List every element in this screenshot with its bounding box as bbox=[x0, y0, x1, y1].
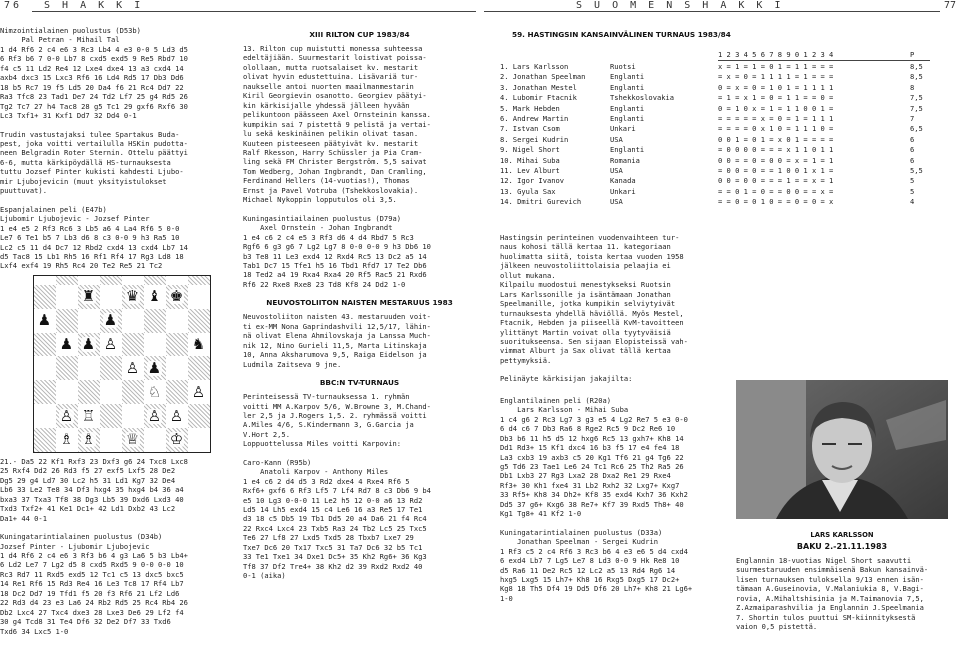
square-d1 bbox=[100, 428, 122, 452]
chess-piece: ♟ bbox=[37, 311, 52, 330]
square-e1 bbox=[122, 428, 144, 452]
square-a4 bbox=[34, 356, 56, 380]
chess-piece: ♟ bbox=[103, 311, 118, 330]
chess-piece: ♙ bbox=[191, 382, 206, 401]
square-f2 bbox=[144, 404, 166, 428]
result-grid: x = 1 = 1 = 0 1 = 1 1 = = = = x = 0 = 1 1 1 1 = 1 = = = 0 = x = 0 = 1 0 1 = 1 1 1 1 = 1 = x 1 = 0 = 1 1 = = 0 = 0 = 1 0 x = 1 = 1 1 0 0 1 = = = = = = x = 0 = 1 = 1 1 1 = = = = 0 x 1 0 = 1 1 1 0 = 0 0 1 = 0 1 = x 0 1 = = = = = 0 0 0 0 = = = x 1 1 0 1 1 0 0 = = 0 = 0 0 = x = 1 = 1 = 0 0 = 0 = = 1 0 0 1 x 1 = 0 0 = 0 0 = = = 1 = = x = 1 = = 0 1 = 0 = = 0 0 = = x = = = 0 = 0 1 0 = = 0 = 0 = x bbox=[718, 62, 834, 207]
square-h4 bbox=[188, 356, 210, 380]
chess-piece: ♗ bbox=[59, 430, 74, 449]
square-c2 bbox=[78, 404, 100, 428]
square-h3 bbox=[188, 380, 210, 404]
square-e7 bbox=[122, 285, 144, 309]
game-ornstein-ingbrandt: Kuningasintiailainen puolustus (D79a) Axel Ornstein - Johan Ingbrandt 1 e4 c6 2 c4 e5 3 Rf3 d6 4 d4 Rbd7 5 Rc3 Rgf6 6 g3 g6 7 Lg2 Lg7 8 0-0 0-0 9 h3 Db6 10 b3 Te8 11 Le3 exd4 12 Rxd4 Rc5 13 Dc2 a5 14 Tab1 Dc7 15 Tfe1 h5 16 Tbd1 Rfd7 17 Te2 Db6 18 Ted2 a4 19 Rxa4 Rxa4 20 Rf5 Rac5 21 Rxd6 Rf6 22 Rxe8 Rxe8 23 Td8 Kf8 24 Dd2 1-0 bbox=[243, 213, 431, 289]
chess-piece: ♖ bbox=[81, 406, 96, 425]
square-c5 bbox=[78, 333, 100, 357]
portrait-illustration bbox=[736, 380, 948, 519]
square-h8 bbox=[188, 276, 210, 285]
square-c7 bbox=[78, 285, 100, 309]
chess-piece: ♜ bbox=[81, 287, 96, 306]
left-page-header bbox=[4, 0, 476, 16]
game-speelman-kudrin: Kuningatarintialainen puolustus (D33a) Jonathan Speelman - Sergei Kudrin 1 Rf3 c5 2 c4 Rf6 3 Rc3 b6 4 e3 e6 5 d4 cxd4 6 exd4 Lb7 7 Lg5 Le7 8 Ld3 0-0 9 Hk Re8 10 d5 Ra6 11 De2 Rc5 12 Lc2 a5 13 Rd4 Rg6 14 hxg5 Lxg5 15 Lh7+ Kh8 16 Rxg5 Dxg5 17 Dc2+ Kg8 18 Th5 Df4 19 Dd5 Df6 20 Lh7+ Kh8 21 Lg6+ 1-0 bbox=[500, 527, 693, 603]
chess-piece: ♕ bbox=[125, 430, 140, 449]
photo-caption-block bbox=[736, 530, 948, 552]
right-header-rule bbox=[484, 11, 940, 12]
square-b1 bbox=[56, 428, 78, 452]
left-page-number: 76 bbox=[4, 0, 23, 11]
bbc-title: BBC:N TV-TURNAUS bbox=[319, 378, 400, 388]
player-countries: Ruotsi Englanti Englanti Tshekkoslovakia Englanti Englanti Unkari USA Englanti Romania USA Kanada Unkari USA bbox=[610, 62, 675, 207]
square-f4 bbox=[144, 356, 166, 380]
chess-piece: ♙ bbox=[125, 358, 140, 377]
column-3-text bbox=[500, 233, 730, 650]
square-b7 bbox=[56, 285, 78, 309]
square-c3 bbox=[78, 380, 100, 404]
square-d5 bbox=[100, 333, 122, 357]
chess-piece: ♙ bbox=[59, 406, 74, 425]
square-c8 bbox=[78, 276, 100, 285]
square-g4 bbox=[166, 356, 188, 380]
sample-intro: Pelinäyte kärkisijan jakajilta: bbox=[500, 374, 633, 384]
soviet-women-title: NEUVOSTOLIITON NAISTEN MESTARUUS 1983 bbox=[266, 298, 453, 308]
player-points: 8,5 8,5 8 7,5 7,5 7 6,5 6 6 6 5,5 5 5 4 bbox=[910, 62, 923, 207]
square-a3 bbox=[34, 380, 56, 404]
soviet-women-report: Neuvostoliiton naisten 43. mestaruuden voit- ti ex-MM Nona Gaprindashvili 12,5/17, lähin- nä olivat Elena Ahmilovskaja ja Lanssa Much- nik 12, Nino Gurieli 11,5, Marta Litinskaja 10, Anna Aksharumova 9,5, Raiga Eidelson ja Ludmila Zaitseva 9 jne. bbox=[243, 312, 431, 369]
square-c4 bbox=[78, 356, 100, 380]
square-d3 bbox=[100, 380, 122, 404]
square-f7 bbox=[144, 285, 166, 309]
square-g1 bbox=[166, 428, 188, 452]
player-names: 1. Lars Karlsson 2. Jonathan Speelman 3. Jonathan Mestel 4. Lubomir Ftacnik 5. Mark Hebden 6. Andrew Martin 7. Istvan Csom 8. Sergei Kudrin 9. Nigel Short 10. Mihai Suba 11. Lev Alburt 12. Igor Ivanov 13. Gyula Sax 14. Dmitri Gurevich bbox=[500, 62, 586, 207]
rilton-report: 13. Rilton cup muistutti monessa suhteessa edeltäjiään. Suurmestarit loistivat poissa- olollaan, mutta ruotsalaiset kv. mestarit olivat hyvin edustettuina. Lisävariä tur- naukselle antoi nuorten maailmanmestarin Kiril Georgievin osanotto. Georgiev päätyi- kin kärkisijalle yhdessä jälleen hyvään pelikuntoon päässeen Axel Ornsteinin kanssa. kumpikin sai 7 pistettä 9 pelistä ja vertai- lu sekä keskinäinen pelikin olivat tasan. Kuuteen pisteeseen päätyivät kv. mestarit Ralf Rkesson, Harry Schüssler ja Pia Cram- ling sekä FM Christer Bergström. 5,5 saivat Tom Wedberg, Johan Ingbrandt, Dan Cramling, Ferdinand Hellers (14-vuotias!), Thomas Ernst ja Pavel Votruba (Tshekkoslovakia). Michael Nykoppin lopputulos oli 3,5. bbox=[243, 44, 431, 205]
right-page-number: 77 bbox=[943, 0, 956, 11]
square-f6 bbox=[144, 309, 166, 333]
square-e6 bbox=[122, 309, 144, 333]
square-a2 bbox=[34, 404, 56, 428]
square-g2 bbox=[166, 404, 188, 428]
chess-piece: ♚ bbox=[169, 287, 184, 306]
square-b6 bbox=[56, 309, 78, 333]
chess-piece: ♙ bbox=[169, 406, 184, 425]
hastings-crosstable bbox=[500, 50, 960, 222]
bbc-report: Perinteisessä TV-turnauksessa 1. ryhmän voitti MM A.Karpov 5/6, W.Browne 3, M.Chand- ler 2,5 ja J.Rogers 1,5. 2. ryhmässä voitti A.Miles 4/6, S.Kindermann 3, G.Garcia ja V.Hort 2,5. Loppuottelussa Miles voitti Karpovin: bbox=[243, 392, 431, 449]
square-b3 bbox=[56, 380, 78, 404]
hastings-title: 59. HASTINGSIN KANSAINVÄLINEN TURNAUS 1983/84 bbox=[512, 30, 731, 39]
square-a8 bbox=[34, 276, 56, 285]
square-d6 bbox=[100, 309, 122, 333]
game-karlsson-suba: Englantilainen peli (R20a) Lars Karlsson - Mihai Suba 1 c4 g6 2 Rc3 Lg7 3 g3 e5 4 Lg2 Re7 5 e3 0-0 6 d4 c6 7 Db3 Ra6 8 Rge2 Rc5 9 Dc2 Re6 10 Db3 b6 11 h5 d5 12 hxg6 Rc5 13 gxh7+ Kh8 14 Dd1 Rd3+ 15 Kf1 dxc4 16 b3 f5 17 e4 fe4 18 La3 cxb3 19 axb3 c5 20 Kg1 Tf6 21 g4 Tg6 22 g5 Td6 23 Tae1 Le6 24 Tc1 Rc6 25 Th2 Ra5 26 Db1 Lxb3 27 Rg3 Lxa2 28 Dxa2 Re1 29 Rxe4 Rf3+ 30 Kh1 fxe4 31 Lb2 Rxh2 32 Lxg7+ Kxg7 33 Rf5+ Kh8 34 Dh2+ Kf8 35 exd4 Kxh7 36 Kxh2 Dd5 37 g6+ Kxg6 38 Re7+ Kf7 39 Rxd5 Th8+ 40 Kg1 Tg8+ 41 Kf2 1-0 bbox=[500, 395, 688, 519]
square-h7 bbox=[188, 285, 210, 309]
chess-piece: ♟ bbox=[147, 358, 162, 377]
square-e3 bbox=[122, 380, 144, 404]
left-page-title: S H A K K I bbox=[44, 0, 144, 11]
game-ljubojevic-pinter-continuation: 21.- Da5 22 Kf1 Rxf3 23 Dxf3 g6 24 Txc8 Lxc8 25 Rxf4 Dd2 26 Rd3 f5 27 exf5 Lxf5 28 De2 Dg5 29 g4 Ld7 30 Lc2 h5 31 Ld1 Kg7 32 De4 Lb6 33 Le2 Te8 34 Df3 hxg4 35 hxg4 b4 36 a4 bxa3 37 Txa3 Tf8 38 Dg3 Lb5 39 Dxd6 Lxd3 40 Txd3 Txf2+ 41 Ke1 Dc1+ 42 Ld1 Dxb2 43 Lc2 Da1+ 44 0-1 bbox=[0, 456, 188, 523]
square-d7 bbox=[100, 285, 122, 309]
baku-report: Englannin 18-vuotias Nigel Short saavutti suurmestaruuden ensimmäisenä Bakun kansainvä- lisen turnauksen tuloksella 9/13 ennen isän- tämaan A.Guseinovia, V.Malaniukia 8, V.Bagi- rovia, A.Mihaltshisinia ja M.Taimanovia 7,5, Z.Azmaiparashvilia ja Englannin J.Speelmania 7. Shortin tulos puuttui SM-kiinnityksestä vaion 0,5 pistettä. bbox=[736, 556, 929, 632]
crosstable-header-rule bbox=[718, 60, 930, 61]
square-b4 bbox=[56, 356, 78, 380]
square-b8 bbox=[56, 276, 78, 285]
square-d2 bbox=[100, 404, 122, 428]
square-c1 bbox=[78, 428, 100, 452]
chess-diagram bbox=[33, 275, 211, 453]
chess-piece: ♟ bbox=[81, 334, 96, 353]
square-a5 bbox=[34, 333, 56, 357]
square-g3 bbox=[166, 380, 188, 404]
square-e8 bbox=[122, 276, 144, 285]
square-h1 bbox=[188, 428, 210, 452]
square-e4 bbox=[122, 356, 144, 380]
square-e2 bbox=[122, 404, 144, 428]
chess-piece: ♙ bbox=[103, 334, 118, 353]
column-2 bbox=[243, 16, 476, 650]
chess-piece: ♛ bbox=[125, 287, 140, 306]
column-1 bbox=[0, 16, 243, 650]
square-b2 bbox=[56, 404, 78, 428]
square-a7 bbox=[34, 285, 56, 309]
hastings-report: Hastingsin perinteinen vuodenvaihteen tur- naus kohosi tällä kertaa 11. kategoriaan huolimatta siitä, toista kertaa vuoden 1958 jälkeen neuvostoliittolaisia pelaajia ei ollut mukana. Kilpailu muodostui menestykseksi Ruotsin Lars Karlssonille ja isäntämaan Jonathan Speelmanille, jotka kumpikin selviytyivät turnauksesta yhdellä häviöllä. Myös Mestel, Ftacnik, Hebden ja piiseellä KvM-tavoitteen ylittänyt Martin voivat olla tyytyväisiä suoritukseensa. Sen sijaan Elopisteissä vah- vimmat Alburt ja Sax olivat tällä kertaa pettymyksiä. bbox=[500, 233, 688, 365]
square-f5 bbox=[144, 333, 166, 357]
square-d4 bbox=[100, 356, 122, 380]
rilton-cup-title: XIII RILTON CUP 1983/84 bbox=[309, 30, 410, 39]
game-ljubojevic-pinter: Espanjalainen peli (E47b) Ljubomir Ljubojevic - Jozsef Pinter 1 e4 e5 2 Rf3 Rc6 3 Lb5 a6 4 La4 Rf6 5 0-0 Le7 6 Te1 b5 7 Lb3 d6 8 c3 0-0 9 h3 Ra5 10 Lc2 c5 11 d4 Dc7 12 Rbd2 cxd4 13 cxd4 Lb7 14 d5 Tac8 15 Lb1 Rh5 16 Rf1 Rf4 17 Rg3 Ld8 18 Lxf4 exf4 19 Rh5 Rc4 20 Te2 Re5 21 Tc2 bbox=[0, 204, 188, 271]
square-h5 bbox=[188, 333, 210, 357]
square-e5 bbox=[122, 333, 144, 357]
right-page-header bbox=[484, 0, 956, 16]
square-g5 bbox=[166, 333, 188, 357]
crosstable-header: 1 2 3 4 5 6 7 8 9 0 1 2 3 4 bbox=[718, 50, 834, 59]
square-b5 bbox=[56, 333, 78, 357]
game-petran-tal: Nimzointialainen puolustus (D53b) Pal Petran - Mihail Tal 1 d4 Rf6 2 c4 e6 3 Rc3 Lb4 4 e3 0-0 5 Ld3 d5 6 Rf3 b6 7 0-0 Lb7 8 cxd5 exd5 9 Re5 Rbd7 10 f4 c5 11 Ld2 Re4 12 Lxe4 dxe4 13 a3 cxd4 14 axb4 dxc3 15 Lxc3 Rf6 16 Ld4 Rd5 17 Db3 Dd6 18 b5 Rc7 19 f5 Ld5 20 Da4 f6 21 Rc4 Dd7 22 Ra3 Tfc8 23 Tad1 De7 24 Td2 Lf7 25 g4 Rd5 26 Tg2 Tc7 27 h4 Tac8 28 g5 Tc1 29 gxf6 Rxf6 30 Lc3 Txf1+ 31 Kxf1 Dd7 32 Dd4 0-1 bbox=[0, 26, 188, 121]
right-page-title: S U O M E N S H A K K I bbox=[576, 0, 784, 11]
game-pinter-ljubojevic: Kuningatarintialainen puolustus (D34b) Jozsef Pinter - Ljubomir Ljubojevic 1 d4 Rf6 2 c4 e6 3 Rf3 b6 4 g3 La6 5 b3 Lb4+ 6 Ld2 Le7 7 Lg2 d5 8 cxd5 Rxd5 9 0-0 0-0 10 Rc3 Rd7 11 Rxd5 exd5 12 Tc1 c5 13 dxc5 bxc5 14 Re1 Rf6 15 Rd3 Re4 16 Le3 Tc8 17 Rf4 Lb7 18 Dc2 Dd7 19 Tfd1 f5 20 f3 Rf6 21 Lf2 Ld6 22 Rd3 d4 23 e3 La6 24 Rb2 Rd5 25 Rc4 Rb4 26 Db2 Lxc4 27 Txc4 dxe3 28 Lxe3 De6 29 Lf2 f4 30 g4 Tcd8 31 Te4 Df6 32 De2 Df7 33 Txd6 Txd6 34 Lxc5 1-0 bbox=[0, 532, 188, 636]
chess-piece: ♔ bbox=[169, 430, 184, 449]
karlsson-photo bbox=[736, 380, 948, 519]
baku-title: BAKU 2.-21.11.1983 bbox=[796, 542, 888, 551]
chess-piece: ♘ bbox=[147, 382, 162, 401]
square-h2 bbox=[188, 404, 210, 428]
spartakus-report: Trudin vastustajaksi tulee Spartakus Buda- pest, joka voitti vertailulla HSKin pudotta- neen Belgradin Roter Sternin. Ottelu päättyi 6-6, mutta kärkipöydällä HS-turnauksesta tuttu Jozsef Pinter kukisti kahdesti Ljubo- mir Ljubojevicin (muut yksityistulokset puuttuvat). bbox=[0, 129, 188, 196]
chess-piece: ♞ bbox=[191, 334, 206, 353]
square-g6 bbox=[166, 309, 188, 333]
chess-piece: ♗ bbox=[81, 430, 96, 449]
crosstable-points-header: P bbox=[910, 50, 915, 59]
square-f1 bbox=[144, 428, 166, 452]
left-header-rule bbox=[32, 11, 476, 12]
chess-piece: ♟ bbox=[59, 334, 74, 353]
photo-caption: LARS KARLSSON bbox=[810, 531, 874, 539]
square-g8 bbox=[166, 276, 188, 285]
square-g7 bbox=[166, 285, 188, 309]
square-a6 bbox=[34, 309, 56, 333]
square-f3 bbox=[144, 380, 166, 404]
square-f8 bbox=[144, 276, 166, 285]
square-a1 bbox=[34, 428, 56, 452]
game-karpov-miles: Caro-Kann (R95b) Anatoli Karpov - Anthony Miles 1 e4 c6 2 d4 d5 3 Rd2 dxe4 4 Rxe4 Rf6 5 Rxf6+ gxf6 6 Rf3 Lf5 7 Lf4 Rd7 8 c3 Db6 9 b4 e5 10 Lg3 0-0-0 11 Le2 h5 12 0-0 a6 13 Rd2 Ld5 14 Lh5 exd4 15 c4 Le6 16 a3 Re5 17 Te1 d3 18 c5 Db5 19 Tb1 Dd5 20 a4 Da6 21 f4 Rc4 22 Rxc4 Lxc4 23 Txb5 Ra3 24 Tb2 Lc5 25 Txc5 Te6 27 Lf8 27 Lxd5 Txd5 28 Tbxb7 Lxe7 29 Txe7 Dc6 20 Tx17 Txc5 31 Ta7 Dc6 32 b5 Tc1 33 Te1 Txe1 34 Dxe1 Dc5+ 35 Kh2 Rg6+ 36 Kg3 Tf8 37 Df2 Tre4+ 38 Kh2 d2 39 Rxd2 Rxd2 40 0-1 (aika) bbox=[243, 457, 431, 581]
square-d8 bbox=[100, 276, 122, 285]
chess-piece: ♙ bbox=[147, 406, 162, 425]
column-4 bbox=[736, 556, 960, 650]
square-c6 bbox=[78, 309, 100, 333]
chess-piece: ♝ bbox=[147, 287, 162, 306]
square-h6 bbox=[188, 309, 210, 333]
